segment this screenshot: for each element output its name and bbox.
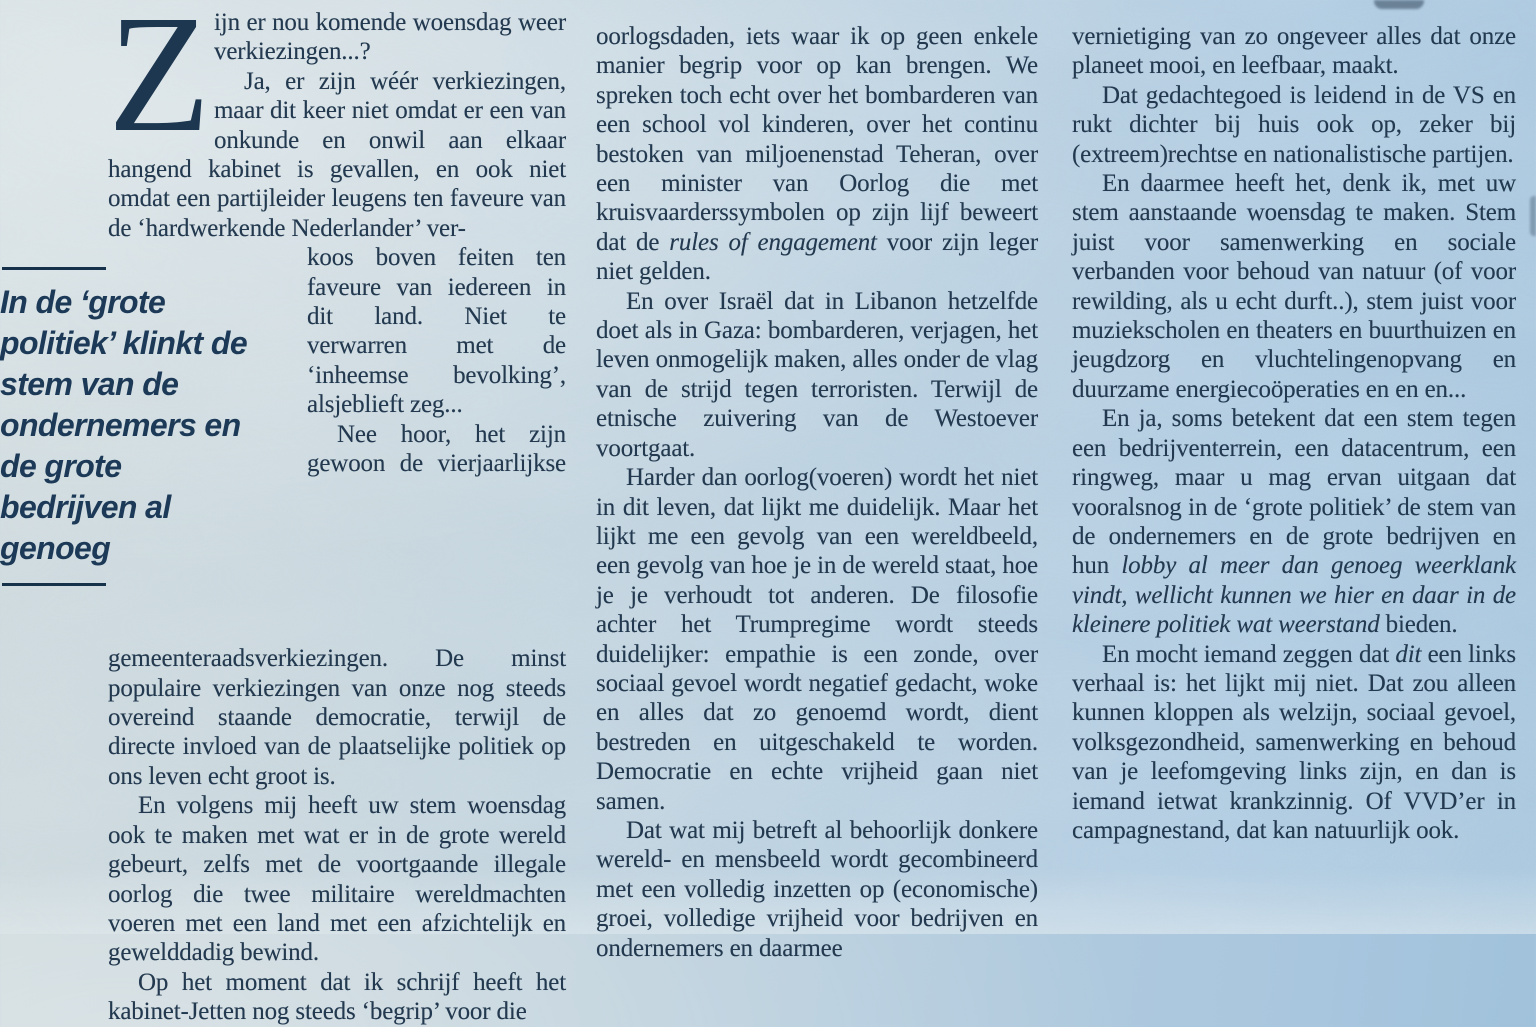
paragraph-continuation: koos boven feiten ten faveure van iedereen in dit land. Niet te verwarren met de ‘inheemse bevolking’, alsjeblieft zeg... <box>307 244 566 419</box>
pull-quote-text: In de ‘grote politiek’ klinkt de stem van de ondernemers en de grote bedrijven al genoeg <box>0 284 248 567</box>
paragraph-opening: ijn er nou komende woensdag weer verkiezingen...? <box>214 9 566 66</box>
paragraph: Ja, er zijn wéér verkiezingen, maar dit keer niet omdat er een van onkunde en onwil aan elkaar hangend kabinet is gevallen, en ook niet omdat een partijleider leugens ten faveure van de ‘hardwerkende Nederlander’ ver- <box>108 67 566 242</box>
paragraph: En over Israël dat in Libanon hetzelfde doet als in Gaza: bombarderen, verjagen, het leven onmogelijk maken, alles onder de vlag van de strijd tegen terroristen. Terwijl de etnische zuivering van de Westoever voortgaat. <box>596 287 1038 462</box>
paragraph: Dat wat mij betreft al behoorlijk donkere wereld- en mensbeeld wordt gecombineerd met een volledig inzetten op (economische) groei, volledige vrijheid voor bedrijven en ondernemers en daarmee <box>596 816 1038 962</box>
paragraph: En daarmee heeft het, denk ik, met uw stem aanstaande woensdag te maken. Stem juist voor samenwerking en sociale verbanden voor behoud van natuur (of voor rewilding, als u echt durft..), stem juist voor muziekscholen en theaters en buurthuizen en jeugdzorg en vluchtelingenopvang en duurzame energiecoöperaties en en en... <box>1072 170 1516 403</box>
pull-quote-rule-bottom <box>2 583 106 586</box>
paragraph: Harder dan oorlog(voeren) wordt het niet in dit leven, dat lijkt me duidelijk. Maar het lijkt me een gevolg van een wereldbeeld, een gevolg van hoe je in de wereld staat, hoe je je verhoudt tot anderen. De filosofie achter het Trumpregime wordt steeds duidelijker: empathie is een zonde, over sociaal gevoel wordt negatief gedacht, woke en alles dat zo genoemd wordt, dient bestreden en uitgeschakeld te worden. Democratie en echte vrijheid gaan niet samen. <box>596 464 1038 815</box>
paragraph: En volgens mij heeft uw stem woensdag ook te maken met wat er in de grote wereld gebeurt, zelfs met de voortgaande illegale oorlog die twee militaire wereldmachten voeren met een land met een afzichtelijk en gewelddadig bewind. <box>108 792 566 967</box>
paragraph: Nee hoor, het zijn gewoon de vierjaarlijkse gemeenteraadsverkiezingen. De minst populaire verkiezingen van onze nog steeds overeind staande democratie, terwijl de directe invloed van de plaatselijke politiek op ons leven echt groot is. <box>108 420 566 790</box>
pull-quote-rule-top <box>2 267 106 270</box>
column-2 <box>596 8 1038 1027</box>
paragraph: Op het moment dat ik schrijf heeft het kabinet-Jetten nog steeds ‘begrip’ voor die <box>108 968 566 1026</box>
print-smudge <box>1530 196 1536 236</box>
drop-cap: Z <box>108 0 211 167</box>
paragraph-continuation: oorlogsdaden, iets waar ik op geen enkele manier begrip voor op kan brengen. We spreken toch echt over het bombarderen van een school vol kinderen, over het continu bestoken van miljoenenstad Teheran, over een minister van Oorlog die met kruisvaarderssymbolen op zijn lijf beweert dat de rules of engagement voor zijn leger niet gelden. <box>596 23 1039 286</box>
paragraph: En mocht iemand zeggen dat dit een links verhaal is: het lijkt mij niet. Dat zou alleen kunnen kloppen als welzijn, sociaal gevoel, volksgezondheid, samenwerking en behoud van je leefomgeving links zijn, en dan is iemand ietwat krankzinnig. Of VVD’er in campagnestand, dat kan natuurlijk ook. <box>1072 640 1516 844</box>
paragraph: En ja, soms betekent dat een stem tegen een bedrijventerrein, een datacentrum, een ringweg, maar u mag ervan uitgaan dat vooralsnog in de ‘grote politiek’ de stem van de ondernemers en de grote bedrijven en hun lobby al meer dan genoeg weerklank vindt, wellicht kunnen we hier en daar in de kleinere politiek wat weerstand bieden. <box>1072 405 1516 639</box>
paragraph-continuation: vernietiging van zo ongeveer alles dat onze planeet mooi, en leefbaar, maakt. <box>1072 23 1516 80</box>
pull-quote <box>0 243 307 644</box>
paragraph: Dat gedachtegoed is leidend in de VS en rukt dichter bij huis ook op, zeker bij (extreem)rechtse en nationalistische partijen. <box>1072 81 1516 168</box>
column-3 <box>1072 8 1516 1027</box>
column-1 <box>0 0 566 1027</box>
